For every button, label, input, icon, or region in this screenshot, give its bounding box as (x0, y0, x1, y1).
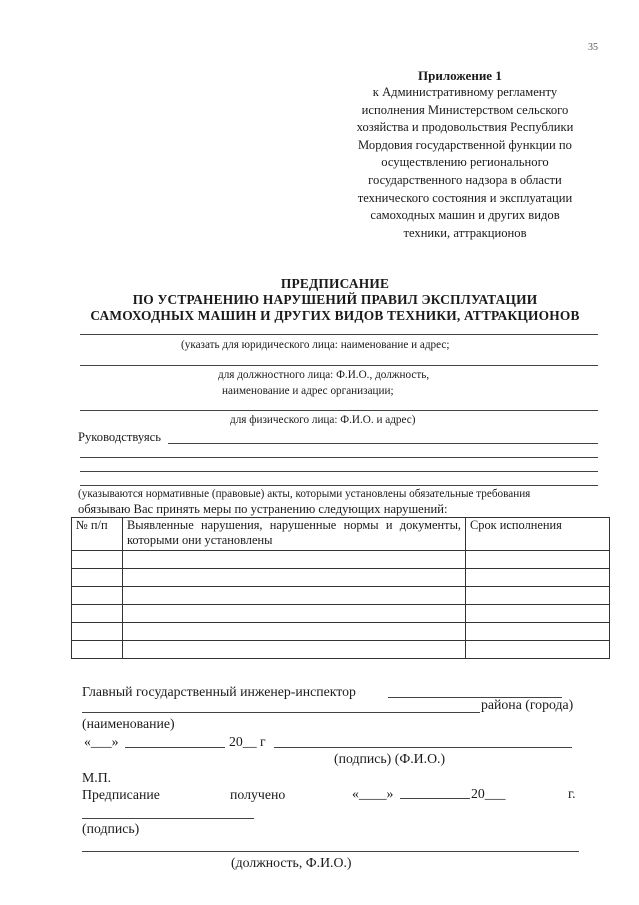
appendix-text (318, 84, 612, 242)
appendix-line: к Административному регламенту (372, 85, 558, 99)
column-header-deadline: Срок исполнения (466, 518, 610, 551)
violations-table (71, 517, 610, 659)
table-cell[interactable] (123, 587, 466, 605)
position-line (82, 851, 579, 852)
table-cell[interactable] (466, 641, 610, 659)
position-caption: (должность, Ф.И.О.) (231, 855, 352, 870)
appendix-line: государственного надзора в области (368, 172, 562, 187)
appendix-line: хозяйства и продовольствия Республики (356, 120, 574, 135)
table-cell[interactable] (72, 623, 123, 641)
stamp-label: М.П. (82, 770, 112, 785)
received-g: г. (568, 786, 576, 801)
district-line (82, 712, 480, 713)
appendix-title: Приложение 1 (418, 68, 502, 83)
sign2-caption: (подпись) (82, 821, 140, 836)
sign-caption: (подпись) (Ф.И.О.) (334, 751, 446, 766)
appendix-line: исполнения Министерством сельского (361, 102, 569, 117)
table-row (72, 605, 610, 623)
table-cell[interactable] (123, 569, 466, 587)
received-word: получено (230, 787, 286, 802)
document-heading (40, 276, 630, 324)
table-header-row (72, 518, 610, 551)
caption-acts: (указываются нормативные (правовые) акты, которыми установлены обязательные требования (78, 488, 531, 500)
table-cell[interactable] (123, 623, 466, 641)
table-row (72, 551, 610, 569)
guided-by-line (168, 443, 598, 444)
appendix-line: технического состояния и эксплуатации (357, 190, 573, 205)
sign2-line (82, 818, 254, 819)
acts-line (80, 485, 598, 486)
date-year: 20__ г (229, 734, 266, 749)
addressee-line (80, 410, 598, 411)
table-cell[interactable] (72, 569, 123, 587)
obligation-text: обязываю Вас принять меры по устранению следующих нарушений: (78, 502, 448, 516)
column-header-number: № п/п (72, 518, 123, 551)
received-year: 20___ (471, 786, 506, 801)
table-cell[interactable] (466, 623, 610, 641)
addressee-line (80, 334, 598, 335)
addressee-line (80, 365, 598, 366)
appendix-line: осуществлению регионального (381, 155, 549, 170)
table-cell[interactable] (466, 605, 610, 623)
date-day: «___» (84, 734, 119, 749)
acts-line (80, 471, 598, 472)
appendix-line: самоходных машин и других видов (370, 208, 560, 223)
caption-official: наименование и адрес организации; (222, 385, 394, 397)
table-row (72, 623, 610, 641)
table-cell[interactable] (72, 605, 123, 623)
appendix-line: техники, аттракционов (403, 225, 527, 240)
date-month-line (125, 747, 225, 748)
guided-by-label: Руководствуясь (78, 430, 161, 444)
district-label: района (города) (481, 697, 574, 712)
table-row (72, 641, 610, 659)
table-cell[interactable] (123, 605, 466, 623)
caption-legal: (указать для юридического лица: наименование и адрес; (181, 339, 450, 351)
table-cell[interactable] (466, 569, 610, 587)
table-row (72, 569, 610, 587)
received-month-line (400, 798, 470, 799)
appendix-line: Мордовия государственной функции по (358, 137, 572, 152)
caption-official: для должностного лица: Ф.И.О., должность, (218, 369, 430, 381)
page-number: 35 (588, 42, 598, 53)
table-cell[interactable] (123, 641, 466, 659)
heading-line: ПРЕДПИСАНИЕ (280, 276, 390, 291)
table-cell[interactable] (466, 587, 610, 605)
table-cell[interactable] (466, 551, 610, 569)
table-cell[interactable] (123, 551, 466, 569)
heading-line: САМОХОДНЫХ МАШИН И ДРУГИХ ВИДОВ ТЕХНИКИ, АТТРАКЦИОНОВ (90, 308, 580, 323)
received-day: «____» (352, 786, 394, 801)
inspector-title: Главный государственный инженер-инспектор (82, 684, 356, 699)
table-cell[interactable] (72, 587, 123, 605)
name-caption: (наименование) (82, 716, 175, 731)
table-cell[interactable] (72, 551, 123, 569)
caption-person: для физического лица: Ф.И.О. и адрес) (230, 414, 416, 426)
table-cell[interactable] (72, 641, 123, 659)
received-label: Предписание (82, 787, 160, 802)
table-row (72, 587, 610, 605)
heading-line: ПО УСТРАНЕНИЮ НАРУШЕНИЙ ПРАВИЛ ЭКСПЛУАТАЦИИ (132, 292, 538, 307)
sign-line (274, 747, 572, 748)
column-header-violations: Выявленные нарушения, нарушенные нормы и документы, которыми они установлены (123, 518, 466, 551)
acts-line (80, 457, 598, 458)
